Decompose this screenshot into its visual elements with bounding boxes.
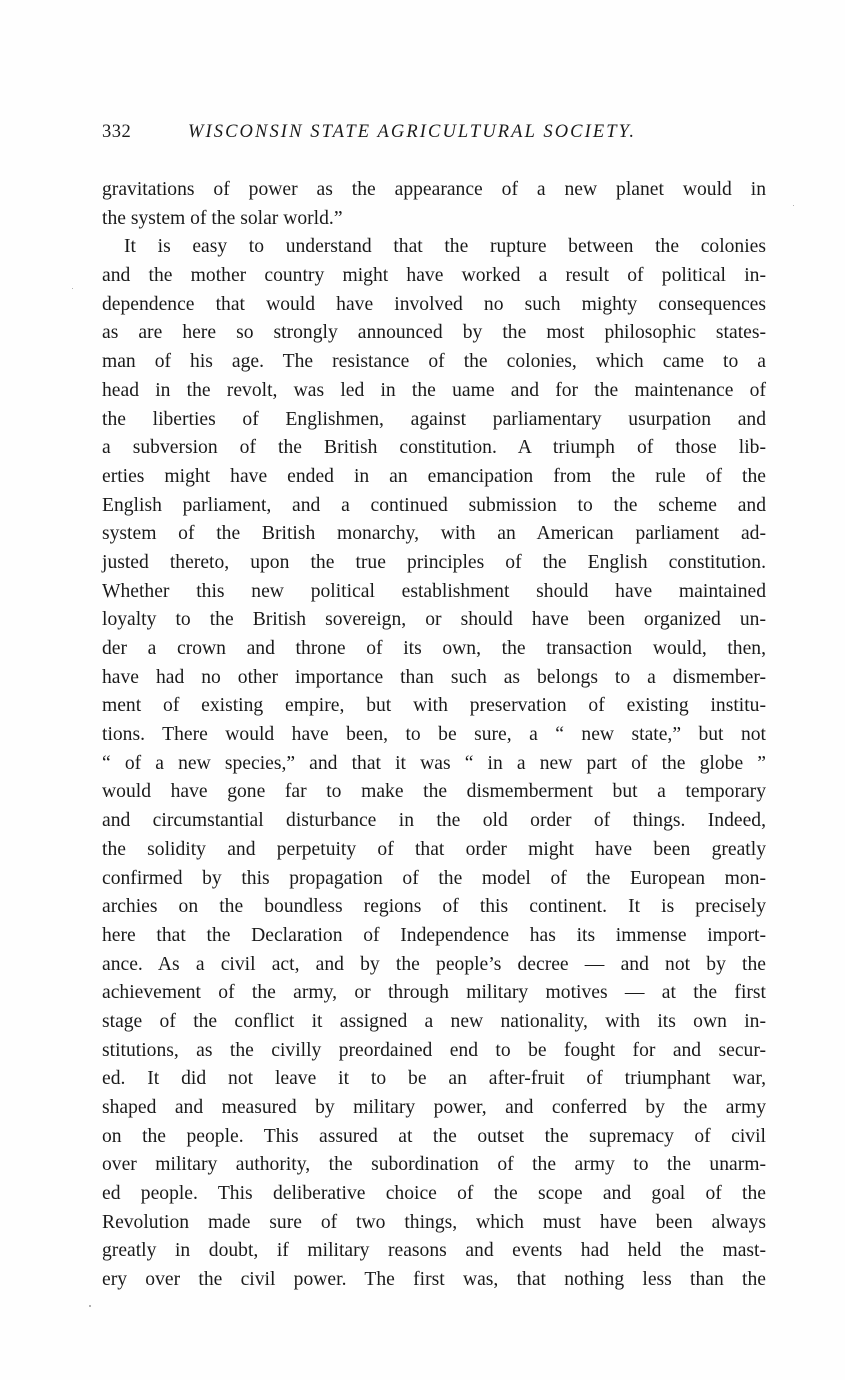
text-line: Whether this new political establishment should have maintained [102, 580, 766, 602]
text-line: Revolution made sure of two things, which must have been always [102, 1211, 766, 1233]
scan-speck [89, 1305, 91, 1307]
text-line: have had no other importance than such as belongs to a dismember- [102, 666, 766, 688]
text-line: ery over the civil power. The first was, that nothing less than the [102, 1269, 766, 1291]
text-line: justed thereto, upon the true principles of the English constitution. [102, 551, 766, 573]
text-line: as are here so strongly announced by the most philosophic states- [102, 322, 766, 344]
text-line: loyalty to the British sovereign, or should have been organized un- [102, 609, 766, 631]
text-line: and the mother country might have worked a result of political in- [102, 265, 766, 287]
text-line: the liberties of Englishmen, against parliamentary usurpation and [102, 408, 766, 430]
text-line: stage of the conflict it assigned a new nationality, with its own in- [102, 1010, 766, 1032]
text-line: man of his age. The resistance of the colonies, which came to a [102, 351, 766, 373]
text-line: ed people. This deliberative choice of the scope and goal of the [102, 1183, 766, 1205]
text-line: achievement of the army, or through military motives — at the first [102, 982, 766, 1004]
text-line: erties might have ended in an emancipation from the rule of the [102, 465, 766, 487]
text-line: head in the revolt, was led in the uame and for the maintenance of [102, 379, 766, 401]
text-line: archies on the boundless regions of this continent. It is precisely [102, 896, 766, 918]
text-line: ment of existing empire, but with preservation of existing institu- [102, 695, 766, 717]
text-line: ance. As a civil act, and by the people’s decree — and not by the [102, 953, 766, 975]
text-line: confirmed by this propagation of the model of the European mon- [102, 867, 766, 889]
text-line: the system of the solar world.” [102, 207, 343, 229]
text-line: and circumstantial disturbance in the old order of things. Indeed, [102, 810, 766, 832]
text-line: It is easy to understand that the rupture between the colonies [124, 236, 766, 258]
page-number: 332 [102, 122, 132, 142]
text-line: greatly in doubt, if military reasons and events had held the mast- [102, 1240, 766, 1262]
text-line: here that the Declaration of Independence has its immense import- [102, 924, 766, 946]
text-line: system of the British monarchy, with an American parliament ad- [102, 523, 766, 545]
page-header [102, 120, 766, 144]
text-line: gravitations of power as the appearance of a new planet would in [102, 179, 766, 200]
text-line: would have gone far to make the dismemberment but a temporary [102, 781, 766, 803]
scan-speck [793, 205, 794, 206]
text-line: the solidity and perpetuity of that order might have been greatly [102, 838, 766, 860]
text-line: stitutions, as the civilly preordained end to be fought for and secur- [102, 1039, 766, 1061]
text-line: dependence that would have involved no such mighty consequences [102, 293, 766, 315]
text-line: der a crown and throne of its own, the transaction would, then, [102, 638, 766, 659]
text-line: English parliament, and a continued submission to the scheme and [102, 494, 766, 516]
text-line: ed. It did not leave it to be an after-fruit of triumphant war, [102, 1068, 766, 1090]
body-text [102, 176, 766, 1295]
running-head: WISCONSIN STATE AGRICULTURAL SOCIETY. [188, 122, 637, 142]
text-line: on the people. This assured at the outset the supremacy of civil [102, 1125, 766, 1147]
text-line: shaped and measured by military power, and conferred by the army [102, 1097, 766, 1118]
text-line: tions. There would have been, to be sure, a “ new state,” but not [102, 724, 766, 746]
scan-speck [72, 288, 73, 289]
text-line: “ of a new species,” and that it was “ in a new part of the globe ” [102, 752, 766, 774]
text-line: over military authority, the subordination of the army to the unarm- [102, 1154, 766, 1176]
text-line: a subversion of the British constitution. A triumph of those lib- [102, 437, 766, 459]
